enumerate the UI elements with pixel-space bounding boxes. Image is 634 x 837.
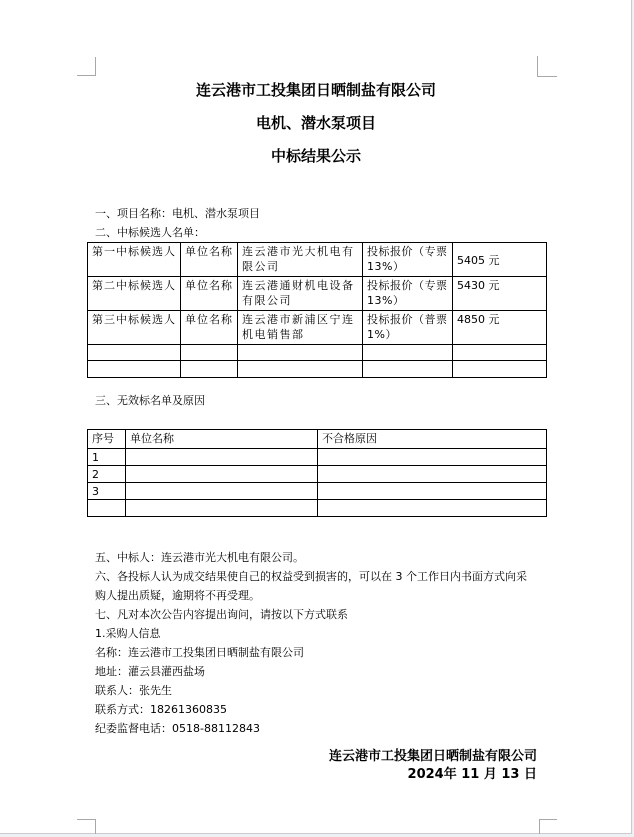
empty-cell — [238, 361, 363, 378]
table-row — [88, 311, 547, 345]
candidate-price: 5405 元 — [453, 243, 547, 277]
row-index: 2 — [88, 466, 126, 483]
section-3-invalid-bids-heading: 三、无效标名单及原因 — [95, 394, 205, 407]
document-content — [92, 75, 537, 784]
document-title-company: 连云港市工投集团日晒制盐有限公司 — [195, 81, 436, 99]
supervision-phone: 纪委监督电话：0518-88112843 — [95, 722, 260, 735]
candidate-price-label: 投标报价（普票1%） — [363, 311, 453, 345]
row-index: 3 — [88, 483, 126, 500]
empty-cell — [88, 361, 181, 378]
section-7-contact-intro: 七、凡对本次公告内容提出询问，请按以下方式联系 — [95, 608, 348, 621]
empty-cell — [126, 500, 318, 517]
candidate-field-label: 单位名称 — [181, 243, 238, 277]
empty-cell — [126, 449, 318, 466]
contact-phone: 联系方式：18261360835 — [95, 703, 227, 716]
empty-cell — [453, 345, 547, 361]
document-title-announcement: 中标结果公示 — [270, 147, 361, 165]
empty-cell — [318, 500, 547, 517]
purchaser-info-heading: 1.采购人信息 — [95, 627, 161, 640]
empty-cell — [88, 500, 126, 517]
table-header-row — [88, 430, 547, 449]
empty-cell — [126, 483, 318, 500]
signature-date: 2024年 11 月 13 日 — [407, 767, 537, 782]
empty-cell — [363, 345, 453, 361]
empty-cell — [318, 466, 547, 483]
text-boundary-mark-top-right — [537, 56, 557, 77]
purchaser-address: 地址：灌云县灌西盐场 — [95, 665, 205, 678]
section-1-project-name: 一、项目名称：电机、潜水泵项目 — [95, 207, 260, 220]
empty-cell — [88, 345, 181, 361]
text-boundary-mark-bottom-right — [539, 819, 557, 834]
candidate-price-label: 投标报价（专票13%） — [363, 243, 453, 277]
empty-cell — [318, 449, 547, 466]
table-row-empty — [88, 500, 547, 517]
candidate-company: 连云港通财机电设备有限公司 — [238, 277, 363, 311]
candidate-price: 5430 元 — [453, 277, 547, 311]
section-6-objection-notice: 六、各投标人认为成交结果使自己的权益受到损害的，可以在 3 个工作日内书面方式向采购人提出质疑，逾期将不再受理。 — [95, 570, 527, 602]
empty-cell — [126, 466, 318, 483]
contact-person: 联系人：张先生 — [95, 684, 172, 697]
col-header-company: 单位名称 — [126, 430, 318, 449]
table-row — [88, 277, 547, 311]
empty-cell — [453, 361, 547, 378]
table-row-empty — [88, 345, 547, 361]
candidate-rank: 第一中标候选人 — [88, 243, 181, 277]
empty-cell — [181, 345, 238, 361]
candidate-rank: 第三中标候选人 — [88, 311, 181, 345]
table-row — [88, 449, 547, 466]
empty-cell — [238, 345, 363, 361]
candidate-field-label: 单位名称 — [181, 277, 238, 311]
candidates-table — [87, 242, 547, 378]
section-2-candidate-list-heading: 二、中标候选人名单： — [95, 226, 205, 239]
empty-cell — [181, 361, 238, 378]
col-header-reason: 不合格原因 — [318, 430, 547, 449]
invalid-bids-table — [87, 429, 547, 517]
empty-cell — [318, 483, 547, 500]
table-row — [88, 483, 547, 500]
table-row — [88, 243, 547, 277]
table-row — [88, 466, 547, 483]
row-index: 1 — [88, 449, 126, 466]
empty-cell — [363, 361, 453, 378]
table-row-empty — [88, 361, 547, 378]
candidate-company: 连云港市光大机电有限公司 — [238, 243, 363, 277]
candidate-price-label: 投标报价（专票13%） — [363, 277, 453, 311]
candidate-price: 4850 元 — [453, 311, 547, 345]
text-boundary-mark-top-left — [77, 57, 96, 76]
candidate-rank: 第二中标候选人 — [88, 277, 181, 311]
text-boundary-mark-bottom-left — [77, 819, 96, 834]
candidate-company: 连云港市新浦区宁连机电销售部 — [238, 311, 363, 345]
candidate-field-label: 单位名称 — [181, 311, 238, 345]
document-title-project: 电机、潜水泵项目 — [255, 114, 376, 132]
col-header-index: 序号 — [88, 430, 126, 449]
signature-block — [95, 748, 537, 784]
signature-company: 连云港市工投集团日晒制盐有限公司 — [328, 749, 537, 764]
purchaser-name: 名称：连云港市工投集团日晒制盐有限公司 — [95, 646, 304, 659]
section-5-winner: 五、中标人：连云港市光大机电有限公司。 — [95, 551, 304, 564]
